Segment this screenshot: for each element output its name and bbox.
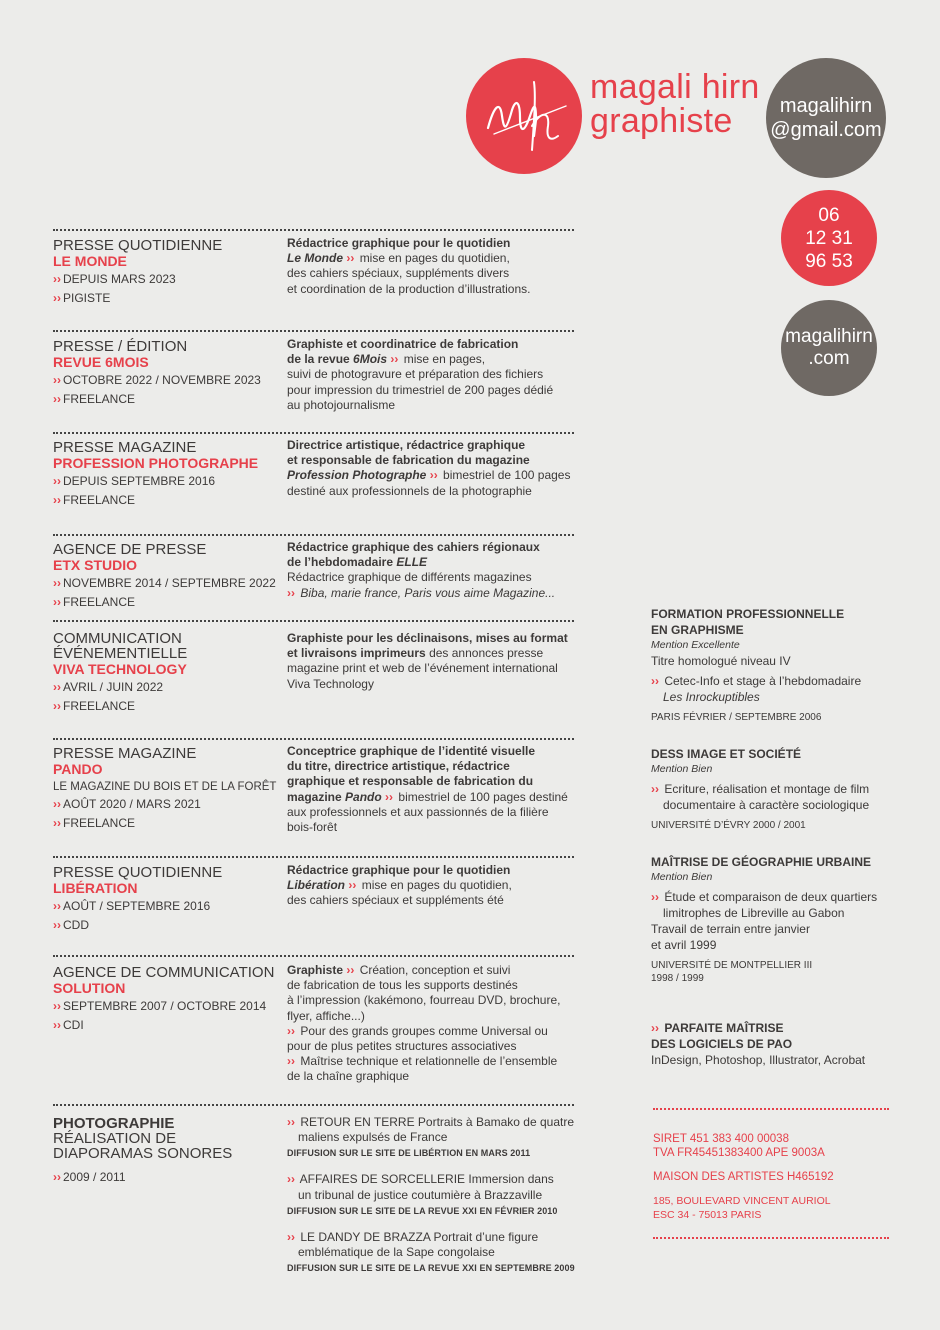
desc-text: des annonces presse	[429, 646, 544, 661]
tva: TVA FR45451383400 APE 9003A	[653, 1147, 825, 1159]
desc-text: Biba, marie france, Paris vous aime Magazine...	[300, 585, 556, 600]
edu-title: FORMATION PROFESSIONNELLE	[651, 607, 845, 621]
project-text: RETOUR EN TERRE Portraits à Bamako de quatre	[300, 1115, 574, 1129]
project-text: LE DANDY DE BRAZZA Portrait d’une figure	[300, 1229, 539, 1244]
name-line: magali hirn	[590, 68, 760, 106]
job-description	[287, 963, 577, 1085]
phone-line-1: 06	[818, 204, 840, 226]
job-contract: FREELANCE	[63, 595, 136, 609]
arrow-icon: ››	[53, 272, 61, 286]
address-line-2: ESC 34 - 75013 PARIS	[653, 1209, 762, 1221]
divider	[53, 955, 574, 957]
edu-text: Travail de terrain entre janvier	[651, 922, 810, 936]
desc-text: bois-forêt	[287, 820, 338, 835]
desc-text: de fabrication de tous les supports destinés	[287, 978, 518, 993]
job-entry	[53, 440, 283, 509]
arrow-icon: ››	[651, 674, 659, 688]
desc-bold: et responsable de fabrication du magazine	[287, 453, 530, 468]
job-company: LE MONDE	[53, 253, 127, 269]
photo-years: 2009 / 2011	[63, 1170, 126, 1184]
skills-entry	[651, 1020, 891, 1068]
name-title	[590, 70, 760, 138]
desc-text: Création, conception et suivi	[359, 963, 511, 977]
edu-mention: Mention Excellente	[651, 639, 740, 651]
job-category: COMMUNICATION	[53, 630, 182, 647]
job-dates: DEPUIS SEPTEMBRE 2016	[63, 474, 216, 488]
job-contract: FREELANCE	[63, 493, 136, 507]
desc-title: Pando	[345, 789, 382, 804]
edu-text: Cetec-Info et stage à l’hebdomadaire	[664, 674, 862, 688]
legal-info	[653, 1132, 893, 1222]
desc-bold: Conceptrice graphique de l’identité visuelle	[287, 744, 536, 758]
edu-title: DESS IMAGE ET SOCIÉTÉ	[651, 747, 802, 761]
project-text: un tribunal de justice coutumière à Brazzaville	[298, 1187, 543, 1202]
arrow-icon: ››	[390, 352, 399, 367]
desc-text: au photojournalisme	[287, 397, 396, 412]
job-entry	[53, 339, 283, 408]
arrow-icon: ››	[53, 816, 61, 830]
job-entry	[53, 238, 283, 307]
desc-text: mise en pages,	[403, 352, 486, 367]
job-description	[287, 337, 577, 413]
job-company-subtitle: LE MAGAZINE DU BOIS ET DE LA FORÊT	[53, 781, 277, 793]
arrow-icon: ››	[385, 789, 394, 804]
job-company: PANDO	[53, 761, 103, 777]
divider	[53, 229, 574, 231]
job-contract: PIGISTE	[63, 291, 111, 305]
job-company: SOLUTION	[53, 980, 126, 996]
job-contract: CDI	[63, 1018, 84, 1032]
job-entry	[53, 865, 283, 934]
arrow-icon: ››	[53, 797, 61, 811]
edu-text: Ecriture, réalisation et montage de film	[664, 782, 870, 796]
siret: SIRET 451 383 400 00038	[653, 1133, 789, 1145]
job-description	[287, 438, 577, 499]
maison-des-artistes: MAISON DES ARTISTES H465192	[653, 1171, 834, 1183]
desc-bold: de l’hebdomadaire	[287, 555, 394, 570]
arrow-icon: ››	[53, 595, 61, 609]
desc-text: pour de plus petites structures associatives	[287, 1039, 517, 1054]
arrow-icon: ››	[346, 963, 355, 977]
job-entry	[53, 746, 283, 832]
address-line-1: 185, BOULEVARD VINCENT AURIOL	[653, 1195, 831, 1207]
arrow-icon: ››	[53, 373, 61, 387]
job-company: PROFESSION PHOTOGRAPHE	[53, 455, 259, 471]
job-description	[287, 631, 577, 692]
job-contract: FREELANCE	[63, 699, 136, 713]
phone-circle[interactable]	[781, 190, 877, 286]
arrow-icon: ››	[429, 468, 438, 483]
job-category: PRESSE MAGAZINE	[53, 439, 197, 456]
job-description	[287, 540, 577, 601]
job-dates: AVRIL / JUIN 2022	[63, 680, 164, 694]
project-diffusion: DIFFUSION SUR LE SITE DE LA REVUE XXI EN FÉVRIER 2010	[287, 1205, 558, 1216]
desc-text: aux professionnels et aux passionnés de la filière	[287, 804, 549, 819]
edu-title: EN GRAPHISME	[651, 623, 744, 637]
desc-title: Le Monde	[287, 251, 343, 266]
arrow-icon: ››	[53, 899, 61, 913]
desc-bold: Graphiste pour les déclinaisons, mises au format	[287, 631, 568, 645]
arrow-icon: ››	[53, 1018, 61, 1032]
project-text: maliens expulsés de France	[298, 1130, 448, 1145]
desc-bold: magazine	[287, 789, 342, 804]
desc-text: à l’impression (kakémono, fourreau DVD, brochure,	[287, 993, 561, 1008]
job-description	[287, 236, 577, 297]
edu-school: UNIVERSITÉ DE MONTPELLIER III	[651, 960, 813, 971]
job-entry	[53, 542, 283, 611]
edu-mention: Mention Bien	[651, 763, 713, 775]
job-category-line-2: ÉVÉNEMENTIELLE	[53, 645, 188, 662]
desc-title: Profession Photographe	[287, 468, 427, 483]
arrow-icon: ››	[287, 1023, 295, 1038]
edu-text: Titre homologué niveau IV	[651, 654, 791, 668]
project-diffusion: DIFFUSION SUR LE SITE DE LIBÉRTION EN MARS 2011	[287, 1148, 531, 1159]
desc-text: de la chaîne graphique	[287, 1069, 410, 1084]
desc-bold: et livraisons imprimeurs	[287, 646, 426, 661]
job-company: ETX STUDIO	[53, 557, 138, 573]
desc-bold: Graphiste et coordinatrice de fabrication	[287, 337, 519, 351]
desc-text: suivi de photogravure et préparation des fichiers	[287, 367, 544, 382]
desc-text: des cahiers spéciaux et suppléments été	[287, 893, 504, 908]
arrow-icon: ››	[53, 474, 61, 488]
job-category: PRESSE QUOTIDIENNE	[53, 237, 223, 254]
desc-text: flyer, affiche...)	[287, 1008, 365, 1023]
desc-text: Viva Technology	[287, 676, 374, 691]
phone-line-2: 12 31	[805, 227, 853, 249]
desc-bold: Rédactrice graphique pour le quotidien	[287, 236, 511, 250]
skills-title: PARFAITE MAÎTRISE	[664, 1021, 784, 1035]
arrow-icon: ››	[287, 585, 295, 600]
project-text: emblématique de la Sape congolaise	[298, 1245, 495, 1260]
job-contract: FREELANCE	[63, 816, 136, 830]
desc-bold: graphique et responsable de fabrication du	[287, 774, 534, 789]
project-diffusion: DIFFUSION SUR LE SITE DE LA REVUE XXI EN SEPTEMBRE 2009	[287, 1263, 575, 1274]
desc-title: ELLE	[396, 555, 428, 570]
arrow-icon: ››	[287, 1172, 295, 1187]
arrow-icon: ››	[287, 1229, 295, 1244]
job-contract: CDD	[63, 918, 89, 932]
divider	[653, 1237, 889, 1239]
desc-text: bimestriel de 100 pages destiné	[398, 789, 568, 804]
web-line-2: .com	[808, 348, 850, 369]
desc-text: des cahiers spéciaux, suppléments divers	[287, 266, 510, 281]
edu-title: MAÎTRISE DE GÉOGRAPHIE URBAINE	[651, 855, 872, 869]
divider	[53, 738, 574, 740]
job-entry	[53, 965, 283, 1034]
email-circle[interactable]	[766, 58, 886, 178]
divider	[53, 330, 574, 332]
desc-text: Pour des grands groupes comme Universal ou	[300, 1023, 548, 1038]
job-company: LIBÉRATION	[53, 880, 138, 896]
desc-text: mise en pages du quotidien,	[361, 878, 512, 893]
edu-text: et avril 1999	[651, 938, 717, 952]
phone-line-3: 96 53	[805, 250, 853, 272]
edu-school: PARIS FÉVRIER / SEPTEMBRE 2006	[651, 712, 822, 723]
divider	[653, 1108, 889, 1110]
job-dates: AOÛT 2020 / MARS 2021	[63, 797, 201, 811]
education-entry	[651, 746, 891, 832]
desc-bold: Rédactrice graphique des cahiers régionaux	[287, 540, 540, 554]
edu-school: UNIVERSITÉ D’ÉVRY 2000 / 2001	[651, 820, 806, 831]
photo-category: PHOTOGRAPHIE	[53, 1115, 175, 1132]
arrow-icon: ››	[53, 576, 61, 590]
edu-text: Étude et comparaison de deux quartiers	[664, 890, 878, 904]
desc-bold: Graphiste	[287, 963, 344, 977]
arrow-icon: ››	[287, 1054, 295, 1069]
project-text: AFFAIRES DE SORCELLERIE Immersion dans	[299, 1172, 554, 1187]
edu-years: 1998 / 1999	[651, 973, 704, 984]
divider	[53, 432, 574, 434]
job-dates: NOVEMBRE 2014 / SEPTEMBRE 2022	[63, 576, 276, 590]
arrow-icon: ››	[53, 999, 61, 1013]
desc-text: pour impression du trimestriel de 200 pages dédié	[287, 382, 554, 397]
desc-text: destiné aux professionnels de la photographie	[287, 483, 532, 498]
photo-subtitle-1: RÉALISATION DE	[53, 1130, 177, 1147]
desc-bold: Directrice artistique, rédactrice graphique	[287, 438, 526, 452]
job-category: PRESSE QUOTIDIENNE	[53, 864, 223, 881]
desc-text: Rédactrice graphique de différents magazines	[287, 570, 532, 585]
desc-text: bimestriel de 100 pages	[443, 468, 571, 483]
arrow-icon: ››	[651, 890, 659, 904]
job-description	[287, 744, 577, 835]
email-line-2: @gmail.com	[770, 119, 882, 141]
desc-bold: du titre, directrice artistique, rédactrice	[287, 759, 510, 774]
web-line-1: magalihirn	[785, 326, 873, 347]
job-company: VIVA TECHNOLOGY	[53, 661, 187, 677]
divider	[53, 620, 574, 622]
arrow-icon: ››	[651, 1021, 659, 1035]
education-entry	[651, 606, 891, 724]
arrow-icon: ››	[651, 782, 659, 796]
photo-entry	[53, 1116, 283, 1186]
arrow-icon: ››	[53, 392, 61, 406]
arrow-icon: ››	[53, 918, 61, 932]
edu-text: Les Inrockuptibles	[663, 690, 760, 704]
job-dates: AOÛT / SEPTEMBRE 2016	[63, 899, 211, 913]
desc-text: et coordination de la production d’illustrations.	[287, 281, 531, 296]
edu-mention: Mention Bien	[651, 871, 713, 883]
photo-subtitle-2: DIAPORAMAS SONORES	[53, 1145, 233, 1162]
job-category: AGENCE DE COMMUNICATION	[53, 964, 275, 981]
divider	[53, 856, 574, 858]
arrow-icon: ››	[53, 493, 61, 507]
job-category: PRESSE MAGAZINE	[53, 745, 197, 762]
skills-title: DES LOGICIELS DE PAO	[651, 1037, 793, 1051]
arrow-icon: ››	[53, 699, 61, 713]
desc-bold: de la revue	[287, 352, 350, 367]
arrow-icon: ››	[53, 1170, 61, 1184]
arrow-icon: ››	[348, 878, 357, 893]
email-line-1: magalihirn	[779, 95, 873, 117]
edu-text: documentaire à caractère sociologique	[663, 798, 870, 812]
job-contract: FREELANCE	[63, 392, 136, 406]
desc-text: mise en pages du quotidien,	[359, 251, 510, 266]
arrow-icon: ››	[346, 251, 355, 266]
desc-text: magazine print et web de l’événement international	[287, 661, 558, 676]
job-dates: DEPUIS MARS 2023	[63, 272, 176, 286]
arrow-icon: ››	[53, 680, 61, 694]
profession-line: graphiste	[590, 102, 733, 140]
desc-text: Maîtrise technique et relationnelle de l’ensemble	[300, 1054, 558, 1069]
divider	[53, 534, 574, 536]
job-dates: SEPTEMBRE 2007 / OCTOBRE 2014	[63, 999, 267, 1013]
arrow-icon: ››	[287, 1115, 295, 1129]
job-entry	[53, 631, 283, 715]
mh-monogram-logo	[474, 66, 574, 166]
job-company: REVUE 6MOIS	[53, 354, 149, 370]
desc-title: 6Mois	[353, 352, 388, 367]
desc-bold: Rédactrice graphique pour le quotidien	[287, 863, 511, 877]
skills-list: InDesign, Photoshop, Illustrator, Acrobat	[651, 1053, 866, 1067]
divider	[53, 1104, 574, 1106]
desc-title: Libération	[287, 878, 346, 893]
job-dates: OCTOBRE 2022 / NOVEMBRE 2023	[63, 373, 261, 387]
job-category: PRESSE / ÉDITION	[53, 338, 188, 355]
arrow-icon: ››	[53, 291, 61, 305]
edu-text: limitrophes de Libreville au Gabon	[663, 906, 845, 920]
job-description	[287, 863, 577, 909]
photo-projects	[287, 1115, 577, 1275]
logo-circle	[466, 58, 582, 174]
job-category: AGENCE DE PRESSE	[53, 541, 207, 558]
education-entry	[651, 854, 891, 985]
website-circle[interactable]	[781, 300, 877, 396]
